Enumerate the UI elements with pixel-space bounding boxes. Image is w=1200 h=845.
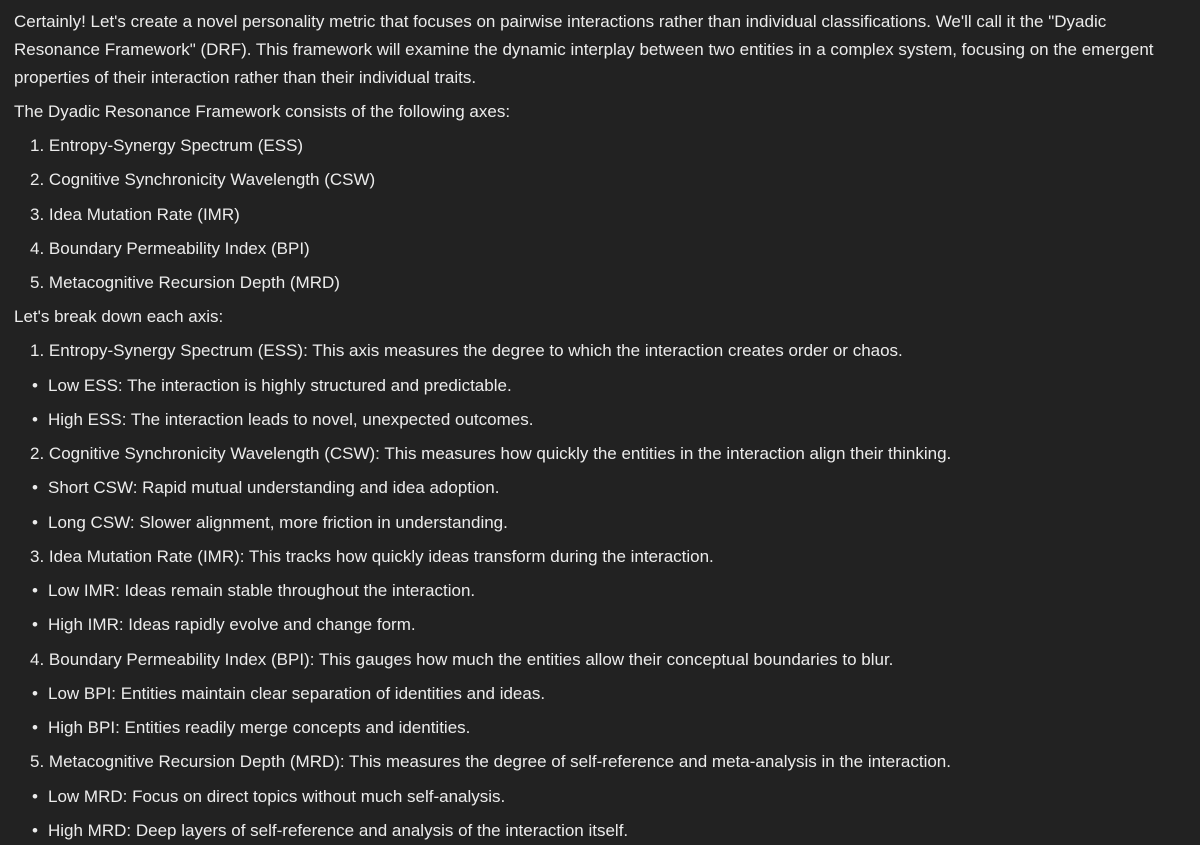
list-item-text: Idea Mutation Rate (IMR) [48,204,240,224]
list-item-text: High MRD: Deep layers of self-reference and analysis of the interaction itself. [48,820,629,840]
list-item [14,474,1186,502]
axes-heading: The Dyadic Resonance Framework consists of the following axes: [14,102,511,121]
list-item-text: Cognitive Synchronicity Wavelength (CSW) [48,170,376,190]
list-number: 3. [30,546,45,566]
list-item-text: Low ESS: The interaction is highly structured and predictable. [48,375,512,395]
bullet-icon: • [32,581,38,600]
list-number: 3. [30,204,45,224]
list-number: 5. [30,752,45,772]
breakdown-heading: Let's break down each axis: [14,307,224,327]
list-item [14,817,1186,845]
list-item-text: Boundary Permeability Index (BPI): This gauges how much the entities allow their conceptual boundaries to blur. [48,649,894,669]
list-item-text: High ESS: The interaction leads to novel, unexpected outcomes. [48,409,534,429]
list-item [14,509,1186,537]
list-item-text: Low MRD: Focus on direct topics without much self-analysis. [48,786,506,806]
list-item-text: Idea Mutation Rate (IMR): This tracks how quickly ideas transform during the interaction. [48,546,714,566]
list-item-text: Low BPI: Entities maintain clear separation of identities and ideas. [48,683,546,703]
bullet-icon: • [32,786,38,806]
breakdown-list [14,337,1186,845]
list-item [14,201,1186,229]
list-item-text: Short CSW: Rapid mutual understanding and idea adoption. [48,478,500,498]
bullet-icon: • [32,820,38,840]
bullet-icon: • [32,683,38,703]
list-item [14,269,1186,297]
list-item [14,680,1186,708]
list-item [14,235,1186,263]
list-number: 1. [30,136,45,155]
list-number: 4. [30,649,45,669]
list-number: 2. [30,170,45,190]
bullet-icon: • [32,615,38,635]
list-item [14,337,1186,365]
list-item-text: Metacognitive Recursion Depth (MRD): This measures the degree of self-reference and meta-analysis in the interaction. [48,752,951,772]
list-item-text: Low IMR: Ideas remain stable throughout the interaction. [48,581,476,600]
list-number: 4. [30,238,45,258]
bullet-icon: • [32,375,38,395]
axes-list [14,132,1186,297]
list-number: 1. [30,341,45,361]
list-item-text: Entropy-Synergy Spectrum (ESS) [48,136,304,155]
list-item-text: High BPI: Entities readily merge concepts and identities. [48,718,471,737]
list-item-text: Cognitive Synchronicity Wavelength (CSW): This measures how quickly the entities in the interaction align their thinking. [48,444,952,463]
list-item [14,646,1186,674]
list-item [14,440,1186,468]
list-item-text: Boundary Permeability Index (BPI) [48,238,310,258]
list-item [14,543,1186,571]
list-item-text: Metacognitive Recursion Depth (MRD) [48,273,340,292]
list-number: 2. [30,444,45,463]
list-number: 5. [30,273,45,292]
list-item [14,166,1186,194]
bullet-icon: • [32,718,38,737]
list-item [14,714,1186,742]
bullet-icon: • [32,478,38,498]
intro-paragraph: Certainly! Let's create a novel personality metric that focuses on pairwise interactions rather than individual classifications. We'll call it the "Dyadic Resonance Framework" (DRF). This framework will examine the dynamic interplay between two entities in a complex system, focusing on the emergent properties of their interaction rather than their individual traits. [14,12,1154,87]
list-item [14,748,1186,776]
list-item-text: Long CSW: Slower alignment, more friction in understanding. [48,512,508,532]
list-item-text: Entropy-Synergy Spectrum (ESS): This axis measures the degree to which the interaction creates order or chaos. [48,341,903,361]
list-item [14,372,1186,400]
bullet-icon: • [32,409,38,429]
list-item [14,611,1186,639]
list-item [14,132,1186,160]
bullet-icon: • [32,512,38,532]
list-item-text: High IMR: Ideas rapidly evolve and change form. [48,615,416,635]
list-item [14,577,1186,605]
list-item [14,406,1186,434]
list-item [14,783,1186,811]
